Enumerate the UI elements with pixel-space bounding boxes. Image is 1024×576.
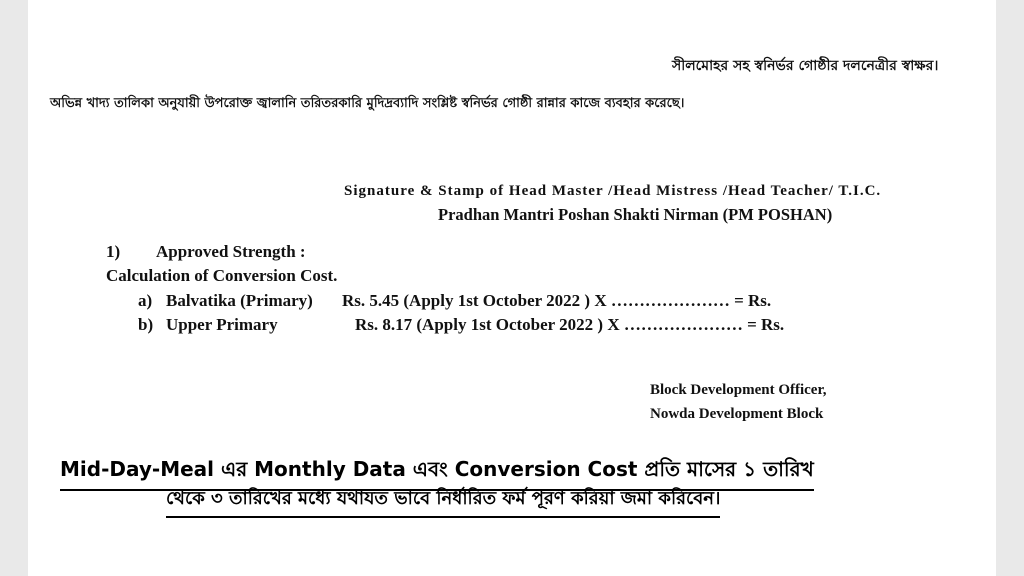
cost-row-name: Balvatika (Primary) — [166, 291, 313, 310]
cost-row-rate: Rs. 8.17 (Apply 1st October 2022 ) X ………………… = Rs. — [355, 315, 785, 334]
document-page — [28, 0, 996, 576]
calculation-title: Calculation of Conversion Cost. — [106, 266, 338, 285]
scheme-title: Pradhan Mantri Poshan Shakti Nirman (PM POSHAN) — [438, 205, 833, 224]
officer-designation: Block Development Officer, — [650, 382, 827, 398]
ingredients-usage-statement: অভিন্ন খাদ্য তালিকা অনুযায়ী উপরোক্ত জ্বালানি তরিতরকারি মুদিদ্রব্যাদি সংশ্লিষ্ট স্বনির্ভর গোষ্ঠী রান্নার কাজে ব্যবহার করেছে। — [50, 96, 685, 111]
officer-office: Nowda Development Block — [650, 406, 824, 422]
cost-row-letter: b) — [138, 315, 154, 334]
cost-row-name: Upper Primary — [166, 315, 278, 334]
cost-row-letter: a) — [138, 291, 153, 310]
shg-leader-signature-label: সীলমোহর সহ স্বনির্ভর গোষ্ঠীর দলনেত্রীর স্বাক্ষর। — [672, 58, 939, 74]
notice-line-2: থেকে ৩ তারিখের মধ্যে যথাযত ভাবে নির্ধারিত ফর্ম পূরণ করিয়া জমা করিবেন। — [166, 484, 720, 518]
head-teacher-signature-label: Signature & Stamp of Head Master /Head Mistress /Head Teacher/ T.I.C. — [344, 183, 882, 199]
cost-row-rate: Rs. 5.45 (Apply 1st October 2022 ) X ………………… = Rs. — [342, 291, 772, 310]
approved-strength-label: Approved Strength : — [156, 242, 306, 261]
approved-strength-number: 1) — [106, 242, 121, 261]
notice-line-1: Mid-Day-Meal এর Monthly Data এবং Conversion Cost প্রতি মাসের ১ তারিখ — [60, 455, 814, 491]
